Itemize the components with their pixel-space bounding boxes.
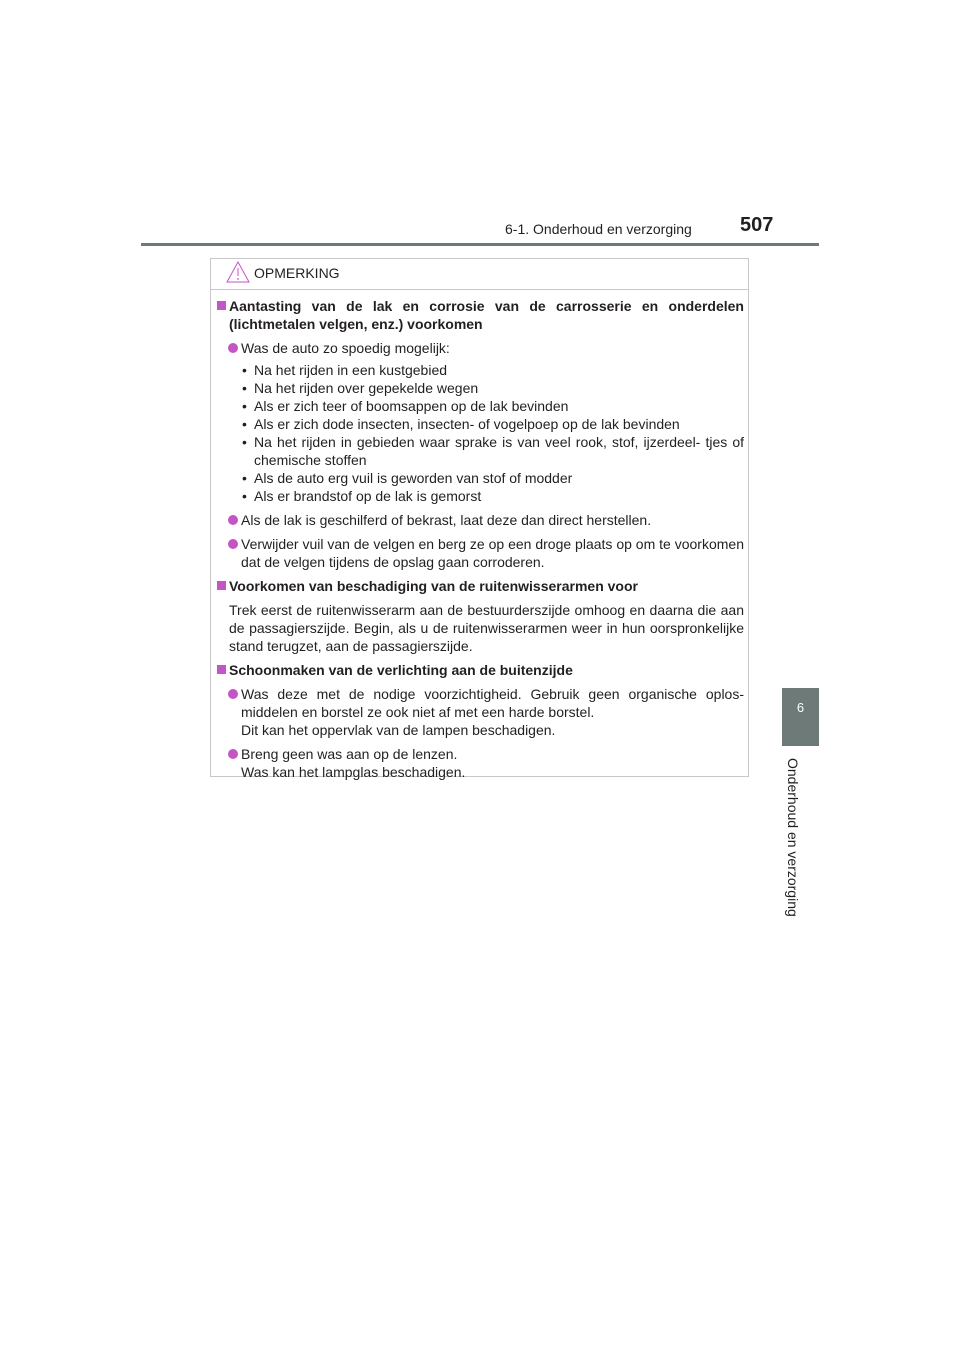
list-item: Breng geen was aan op de lenzen. Was kan het lampglas beschadigen. xyxy=(217,745,744,781)
section-title: 6-1. Onderhoud en verzorging xyxy=(505,221,692,237)
list-item: Als de lak is geschilferd of bekrast, laat deze dan direct herstellen. xyxy=(217,511,744,529)
notice-content xyxy=(217,297,744,787)
round-bullet-icon xyxy=(228,515,238,525)
page-number: 507 xyxy=(740,214,774,236)
sub-list-item: • Als er zich teer of boomsappen op de lak bevinden xyxy=(242,398,569,414)
warning-triangle-icon xyxy=(226,261,250,283)
round-bullet-icon xyxy=(228,343,238,353)
notice-header xyxy=(211,259,748,290)
chapter-number: 6 xyxy=(796,700,805,715)
section-heading: Aantasting van de lak en corrosie van de carrosserie en onderdelen (lichtmetalen velgen, enz.) voorkomen xyxy=(217,297,744,333)
section-heading: Voorkomen van beschadiging van de ruitenwisserarmen voor xyxy=(217,577,744,595)
notice-box xyxy=(210,258,749,780)
round-bullet-icon xyxy=(228,539,238,549)
section-paragraph: Trek eerst de ruitenwisserarm aan de bestuurderszijde omhoog en daarna die aan de passagierszijde. Begin, als u de ruitenwisserarmen weer in hun oorspronkelijke stand terugzet, aan de passagierszijde. xyxy=(229,602,744,654)
square-bullet-icon xyxy=(217,665,226,674)
sub-list-item: • Na het rijden in een kustgebied xyxy=(242,362,448,378)
list-item: Verwijder vuil van de velgen en berg ze op een droge plaats op om te voorkomen dat de velgen tijdens de opslag gaan corroderen. xyxy=(217,535,744,571)
square-bullet-icon xyxy=(217,301,226,310)
sub-list-item: • Als de auto erg vuil is geworden van stof of modder xyxy=(242,470,573,486)
notice-title: OPMERKING xyxy=(254,265,340,281)
section-heading: Schoonmaken van de verlichting aan de buitenzijde xyxy=(217,661,744,679)
round-bullet-icon xyxy=(228,689,238,699)
sub-list-item: • Na het rijden over gepekelde wegen xyxy=(242,380,479,396)
sub-list-item: • Als er zich dode insecten, insecten- of vogelpoep op de lak bevinden xyxy=(242,416,680,432)
header-rule xyxy=(141,243,819,246)
sub-list-item: • Na het rijden in gebieden waar sprake is van veel rook, stof, ijzerdeel- tjes of chemische stoffen xyxy=(242,434,744,468)
list-item: Was de auto zo spoedig mogelijk: • Na het rijden in een kustgebied • Na het rijden over gepekelde wegen • Als er zich teer of boomsappen op de lak bevinden • Als er zich dode insecten, insecten- of vogelpoep op de lak bevinden • Na het rijden in gebieden waar sprake is van veel rook, stof, ijzerdeel- tjes of chemische stoffen • Als de auto erg vuil is geworden van stof of modder • Als er brandstof op de lak is gemorst xyxy=(217,339,744,505)
chapter-tab xyxy=(782,688,819,746)
sub-list-item: • Als er brandstof op de lak is gemorst xyxy=(242,488,482,504)
square-bullet-icon xyxy=(217,581,226,590)
chapter-label: Onderhoud en verzorging xyxy=(785,758,801,917)
round-bullet-icon xyxy=(228,749,238,759)
list-item: Was deze met de nodige voorzichtigheid. Gebruik geen organische oplos- middelen en borstel ze ook niet af met een harde borstel. Dit kan het oppervlak van de lampen beschadigen. xyxy=(217,685,744,739)
